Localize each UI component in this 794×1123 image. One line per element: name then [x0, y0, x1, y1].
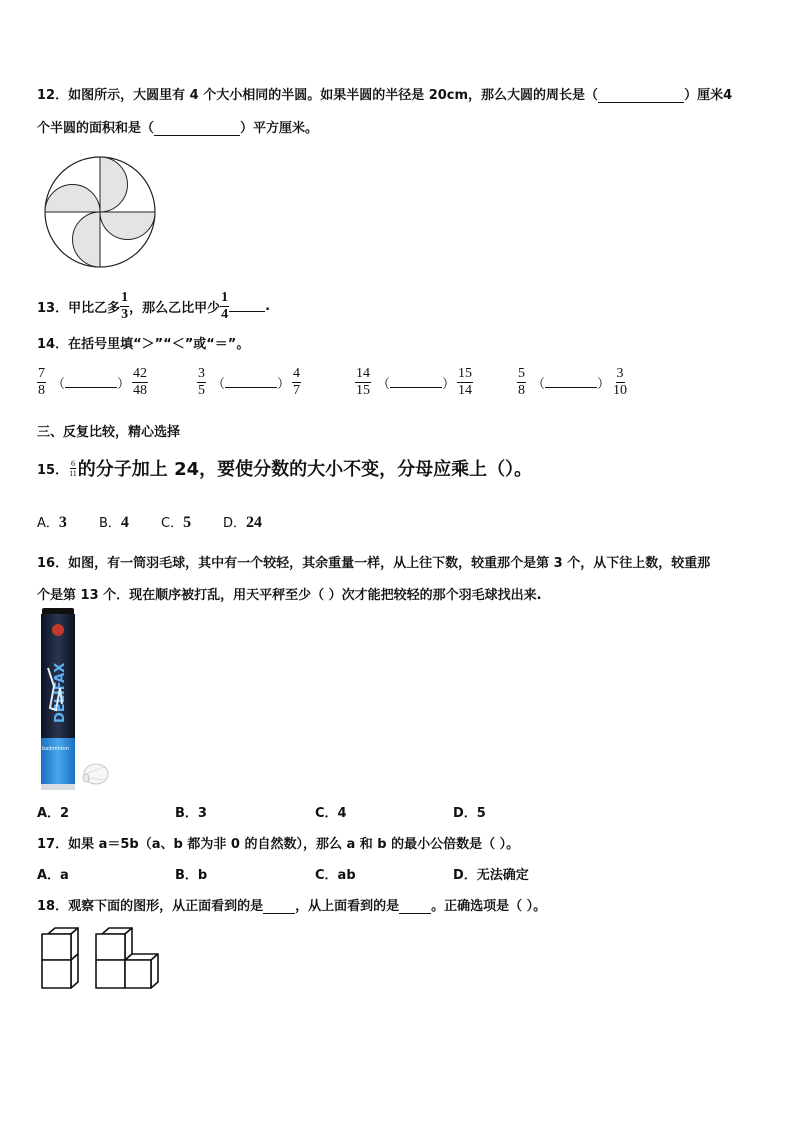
q14-p1-a	[37, 366, 46, 399]
q14-pair-4	[517, 366, 628, 399]
q14-pair-3	[355, 366, 473, 399]
q14-p1-a-num: 7	[38, 366, 45, 381]
q18-text-c: 。正确选项是（ ）。	[431, 899, 547, 914]
q17-option-b[interactable]: B．b	[175, 868, 208, 883]
q14-p1-close: ）	[117, 377, 131, 392]
q17-text: 17．如果 a＝5b（a、b 都为非 0 的自然数），那么 a 和 b 的最小公倍数是（ ）。	[37, 837, 520, 852]
q15-frac-den: 11	[69, 468, 77, 478]
q15-option-d[interactable]	[223, 512, 285, 532]
q14-p4-open: （	[532, 377, 546, 392]
q15-option-c-label: C．	[161, 516, 184, 531]
q14-p4-close: ）	[597, 377, 611, 392]
q17-option-d[interactable]: D．无法确定	[453, 868, 529, 883]
q13-f2-num: 1	[221, 290, 229, 305]
q15-text: 的分子加上 24，要使分数的大小不变，分母应乘上（）。	[77, 459, 533, 480]
q16-option-b[interactable]: B．3	[175, 806, 207, 821]
q14-p3-b-den: 14	[458, 383, 473, 398]
q15-options	[37, 512, 285, 532]
q14-p3-a-den: 15	[356, 383, 370, 398]
q17-option-a[interactable]: A．a	[37, 868, 69, 883]
q15-option-a-label: A．	[37, 516, 59, 531]
q16-option-d[interactable]: D．5	[453, 806, 486, 821]
q12-line2	[37, 117, 318, 136]
q15-option-c-value: 5	[183, 514, 192, 531]
q15-option-b[interactable]	[99, 512, 161, 532]
q13	[37, 290, 270, 323]
q15	[37, 455, 532, 481]
q14-p3-close: ）	[442, 377, 456, 392]
q15-option-a-value: 3	[58, 514, 67, 531]
q14-pair-2	[197, 366, 301, 399]
q12-blank-area[interactable]	[154, 121, 240, 136]
q12-blank-circumference[interactable]	[598, 88, 684, 103]
q12-line1-text: 12．如图所示，大圆里有 4 个大小相同的半圆。如果半圆的半径是 20cm，那么大圆的周长是（	[37, 88, 599, 103]
q18-cube-figures	[38, 926, 164, 994]
q13-mid: ，那么乙比甲少	[129, 301, 221, 316]
q15-frac-num: 6	[70, 458, 75, 468]
q14-p1-blank[interactable]	[65, 377, 117, 388]
q14-p3-open: （	[377, 377, 391, 392]
q12-circle-figure	[42, 154, 158, 270]
q14-p3-b	[457, 366, 473, 399]
section-3-heading: 三、反复比较，精心选择	[37, 425, 181, 440]
q13-blank[interactable]	[229, 301, 265, 312]
q13-f1-num: 1	[121, 290, 129, 305]
q15-option-b-value: 4	[120, 514, 129, 531]
q14-p4-b-num: 3	[616, 366, 624, 381]
q16-tube-brand: DELIFAX	[53, 662, 68, 723]
q14-p4-a-den: 8	[518, 383, 525, 398]
q18-figure-1	[42, 928, 78, 988]
q18-text	[37, 895, 546, 914]
q18-text-a: 18．观察下面的图形，从正面看到的是	[37, 899, 264, 914]
q13-fraction-1	[120, 290, 129, 323]
q17-options	[37, 864, 529, 883]
q16-option-c[interactable]: C．4	[315, 806, 347, 821]
q14-p3-a-num: 14	[356, 366, 370, 381]
q15-fraction	[68, 459, 78, 478]
q16-option-a[interactable]: A．2	[37, 806, 70, 821]
q18-blank-top[interactable]	[399, 903, 431, 914]
q14-p4-a-num: 5	[518, 366, 525, 381]
q14-p4-b-den: 10	[613, 383, 628, 398]
q16-line2: 个是第 13 个．现在顺序被打乱，用天平秤至少（ ）次才能把较轻的那个羽毛球找出来.	[37, 588, 542, 603]
q15-number: 15．	[37, 462, 69, 478]
q14-p1-open: （	[52, 377, 66, 392]
q14-comparisons	[37, 366, 677, 410]
q14-p4-blank[interactable]	[545, 377, 597, 388]
q14-p3-blank[interactable]	[390, 377, 442, 388]
q14-p1-a-den: 8	[38, 383, 45, 398]
q12-line2-text: 个半圆的面积和是（	[37, 121, 155, 136]
q15-option-a[interactable]	[37, 512, 99, 532]
q13-f2-den: 4	[221, 307, 229, 322]
q14-p2-open: （	[212, 377, 226, 392]
q15-option-d-label: D．	[223, 516, 247, 531]
q13-f1-den: 3	[121, 307, 129, 322]
q14-p2-close: ）	[277, 377, 291, 392]
q14-pair-1	[37, 366, 148, 399]
q15-option-b-label: B．	[99, 516, 121, 531]
q17-option-c[interactable]: C．ab	[315, 868, 356, 883]
q15-option-d-value: 24	[246, 514, 263, 531]
q14-p2-a	[197, 366, 206, 399]
q14-p2-a-num: 3	[198, 366, 205, 381]
q14-p4-b	[612, 366, 628, 399]
q16-shuttlecock-tube-image	[34, 608, 110, 790]
q14-p3-b-num: 15	[458, 366, 473, 381]
q13-prefix: 13．甲比乙多	[37, 301, 121, 316]
q14-p1-b-num: 42	[133, 366, 148, 381]
q12-line1-tail: ）厘米4	[684, 88, 733, 103]
q16-line1: 16．如图，有一筒羽毛球，其中有一个较轻，其余重量一样，从上往下数，较重那个是第 3 个，从下往上数，较重那	[37, 556, 711, 571]
q18-blank-front[interactable]	[263, 903, 295, 914]
q14-p1-b-den: 48	[133, 383, 148, 398]
q14-p4-a	[517, 366, 526, 399]
q12-line2-tail: ）平方厘米。	[240, 121, 319, 136]
q13-fraction-2	[220, 290, 229, 323]
q14-p2-b-den: 7	[293, 383, 301, 398]
q14-p1-b	[132, 366, 148, 399]
q14-p2-b	[292, 366, 301, 399]
q16-options	[37, 802, 486, 821]
q14-p2-b-num: 4	[293, 366, 301, 381]
q18-figure-2	[96, 928, 158, 988]
q14-p3-a	[355, 366, 371, 399]
q14-prompt: 14．在括号里填“＞”“＜”或“＝”。	[37, 337, 250, 352]
q18-text-b: ，从上面看到的是	[295, 899, 400, 914]
q14-p2-a-den: 5	[198, 383, 205, 398]
q14-p2-blank[interactable]	[225, 377, 277, 388]
q12-line1	[37, 84, 732, 103]
q15-option-c[interactable]	[161, 512, 223, 532]
q16-tube-label: badminton	[42, 746, 70, 752]
q13-suffix: .	[265, 299, 271, 314]
